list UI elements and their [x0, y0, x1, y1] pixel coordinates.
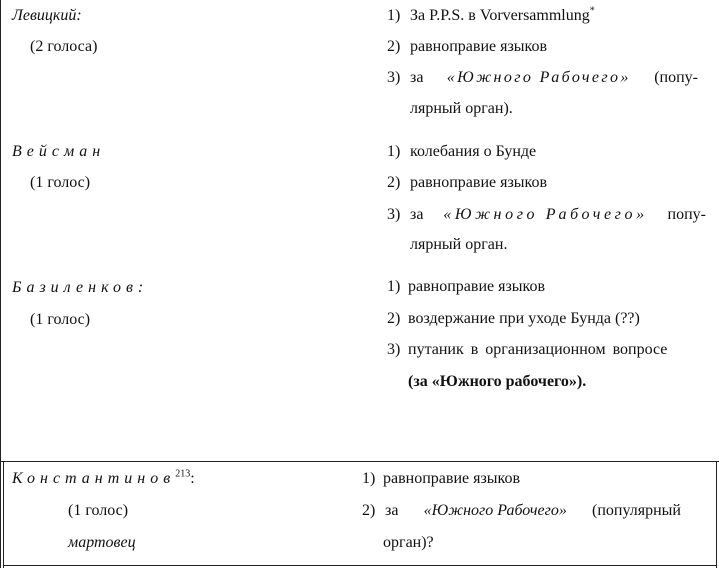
newspaper-title: «Южного Рабочего» [423, 502, 567, 519]
delegate-votes: (1 голос) [30, 174, 91, 191]
footnote-ref: 213 [175, 468, 191, 480]
item-text-continuation: лярный орган). [410, 100, 513, 117]
delegate-votes: (1 голос) [68, 502, 129, 519]
item-text: воздержание при уходе Бунда (??) [408, 310, 640, 327]
item-text: равноправие языков [408, 278, 546, 295]
item-number: 1) [387, 278, 401, 295]
delegate-name-bazilenkov: Базиленков: [12, 279, 149, 296]
delegate-name-veisman: Вейсман [12, 143, 106, 160]
left-border [0, 0, 1, 568]
item-text-bold: (за «Южного рабочего»). [408, 373, 587, 390]
delegate-votes: (1 голос) [30, 311, 91, 328]
right-border [716, 461, 717, 568]
item-number: 2) [387, 38, 401, 55]
item-text: колебания о Бунде [410, 143, 537, 160]
item-text: равноправие языков [383, 470, 521, 487]
item-text-pre: за [410, 69, 424, 86]
item-text-post: (популярный [592, 502, 681, 519]
delegate-name-levitsky: Левицкий: [12, 7, 82, 24]
item-number: 1) [387, 7, 401, 24]
newspaper-title: «Южного Рабочего» [446, 69, 631, 86]
delegate-name-konstantinov: Константинов$^{213}$: [12, 468, 195, 487]
item-number: 1) [362, 470, 376, 487]
item-text-justified [410, 68, 698, 88]
item-text: равноправие языков [410, 174, 548, 191]
item-number: 2) [387, 310, 401, 327]
item-number: 1) [387, 143, 401, 160]
item-text: путаник в организационном вопросе [408, 341, 668, 358]
item-text-post: (попу- [654, 69, 698, 86]
item-text-pre: за [385, 502, 399, 519]
item-number: 3) [387, 69, 401, 86]
bottom-border [3, 565, 717, 566]
delegate-faction: мартовец [68, 534, 136, 551]
row-divider [0, 461, 719, 462]
newspaper-title: «Южного Рабочего» [443, 206, 648, 223]
item-text-justified [410, 205, 706, 225]
item-text-post: попу- [667, 206, 706, 223]
item-text-justified [385, 501, 681, 521]
item-number: 2) [387, 174, 401, 191]
delegate-votes: (2 голоса) [30, 38, 98, 55]
left-inner-border [3, 461, 4, 568]
footnote-marker: * [589, 5, 595, 17]
item-text: За P.P.S. в Vorversammlung* [410, 5, 595, 24]
item-text-continuation: орган)? [383, 534, 434, 551]
item-number: 3) [387, 341, 401, 358]
item-number: 3) [387, 206, 401, 223]
item-number: 2) [362, 502, 376, 519]
item-text-pre: за [410, 206, 424, 223]
item-text-continuation: лярный орган. [410, 236, 508, 253]
item-text: равноправие языков [410, 38, 548, 55]
